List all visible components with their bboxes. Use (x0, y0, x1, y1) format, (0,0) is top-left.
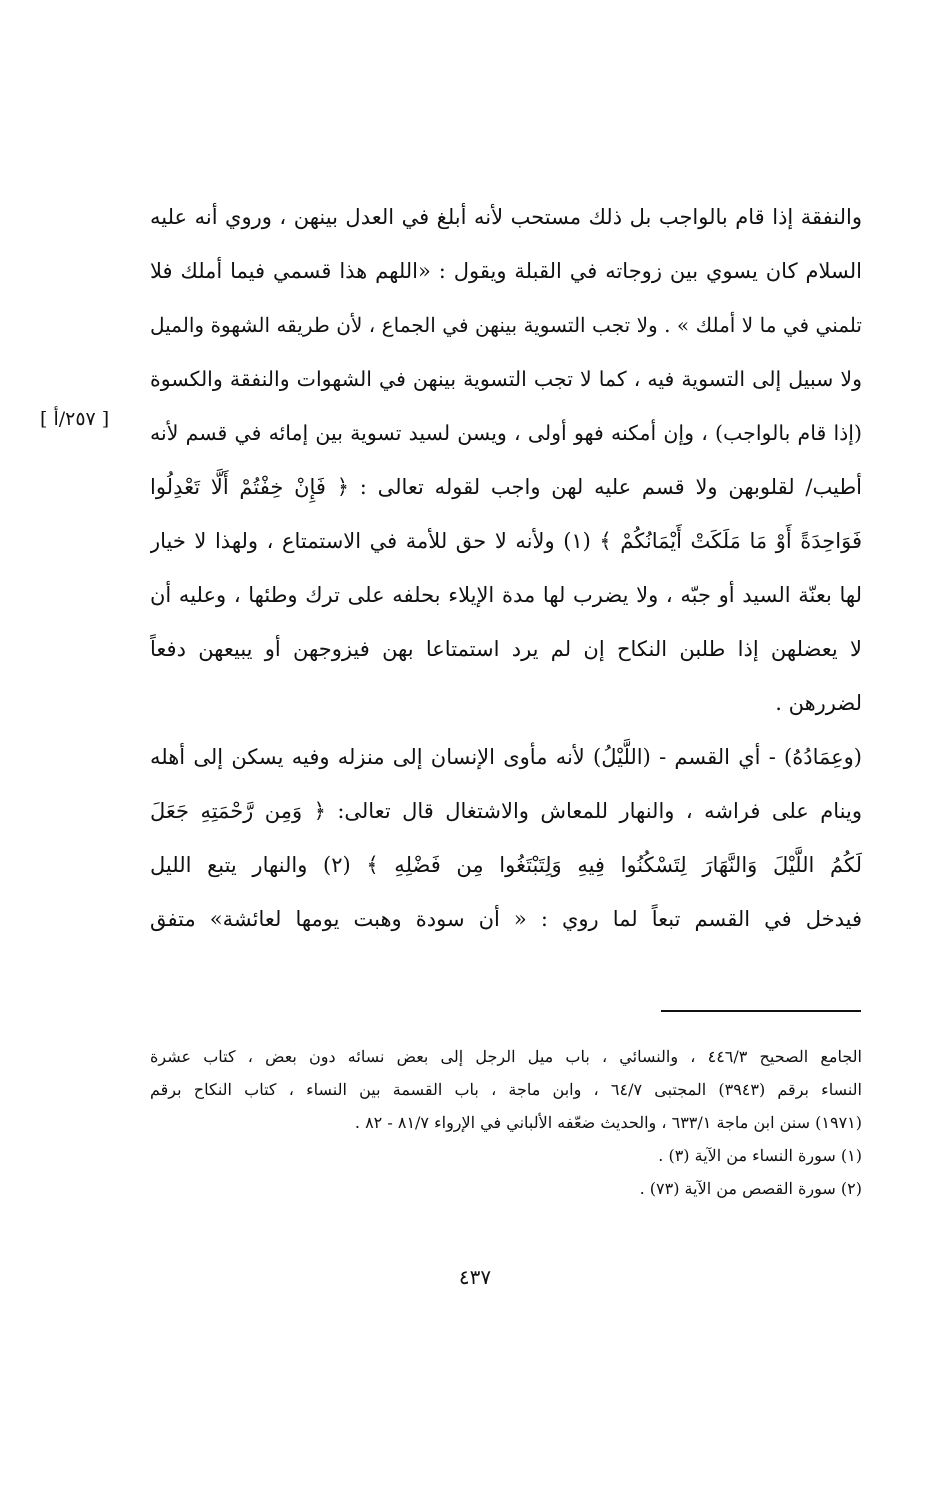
text-line: لا يعضلهن إذا طلبن النكاح إن لم يرد استمتاعا بهن فيزوجهن أو يبيعهن دفعاً (150, 637, 862, 661)
text-line: فيدخل في القسم تبعاً لما روي : « أن سودة وهبت يومها لعائشة» متفق (150, 907, 862, 931)
text-line: لضررهن . (775, 691, 862, 715)
footnote-separator (661, 1010, 861, 1012)
text-line: تلمني في ما لا أملك » . ولا تجب التسوية بينهن في الجماع ، لأن طريقه الشهوة والميل (150, 313, 862, 337)
text-line: لها بعنّة السيد أو جبّه ، ولا يضرب لها مدة الإيلاء بحلفه على ترك وطئها ، وعليه أن (150, 583, 862, 607)
text-line: (إذا قام بالواجب) ، وإن أمكنه فهو أولى ، ويسن لسيد تسوية بين إمائه في قسم لأنه (150, 421, 862, 445)
main-text-block (150, 190, 862, 946)
footnote-line: (٢) سورة القصص من الآية (٧٣) . (639, 1179, 862, 1198)
footnote-line: (١٩٧١) سنن ابن ماجة ٦٣٣/١ ، والحديث ضعّفه الألباني في الإرواء ٨١/٧ - ٨٢ . (354, 1113, 862, 1132)
footnote-line: (١) سورة النساء من الآية (٣) . (658, 1146, 862, 1165)
text-line: فَوَاحِدَةً أَوْ مَا مَلَكَتْ أَيْمَانُكُمْ ﴾ (١) ولأنه لا حق للأمة في الاستمتاع ، ولهذا لا خيار (150, 529, 862, 553)
footnote-line: الجامع الصحيح ٤٤٦/٣ ، والنسائي ، باب ميل الرجل إلى بعض نسائه دون بعض ، كتاب عشرة (150, 1047, 862, 1066)
page-number: ٤٣٧ (458, 1265, 492, 1289)
manuscript-folio-marker: [ ٢٥٧/أ ] (40, 408, 110, 430)
text-line: لَكُمُ اللَّيْلَ وَالنَّهَارَ لِتَسْكُنُوا فِيهِ وَلِتَبْتَغُوا مِن فَضْلِهِ ﴾ (٢) والنهار يتبع الليل (150, 853, 862, 877)
text-line: السلام كان يسوي بين زوجاته في القبلة ويقول : «اللهم هذا قسمي فيما أملك فلا (150, 259, 862, 283)
text-line: أطيب/ لقلوبهن ولا قسم عليه لهن واجب لقوله تعالى : ﴿ فَإِنْ خِفْتُمْ أَلَّا تَعْدِلُوا (150, 475, 862, 499)
text-line: والنفقة إذا قام بالواجب بل ذلك مستحب لأنه أبلغ في العدل بينهن ، وروي أنه عليه (150, 205, 862, 229)
text-line: ولا سبيل إلى التسوية فيه ، كما لا تجب التسوية بينهن في الشهوات والنفقة والكسوة (150, 367, 862, 391)
footnote-line: النساء برقم (٣٩٤٣) المجتبى ٦٤/٧ ، وابن ماجة ، باب القسمة بين النساء ، كتاب النكاح برقم (150, 1080, 862, 1099)
text-line: (وعِمَادُهُ) - أي القسم - (اللَّيْلُ) لأنه مأوى الإنسان إلى منزله وفيه يسكن إلى أهله (150, 745, 862, 769)
text-line: وينام على فراشه ، والنهار للمعاش والاشتغال قال تعالى: ﴿ وَمِن رَّحْمَتِهِ جَعَلَ (150, 799, 862, 823)
footnotes-block (150, 1040, 862, 1205)
